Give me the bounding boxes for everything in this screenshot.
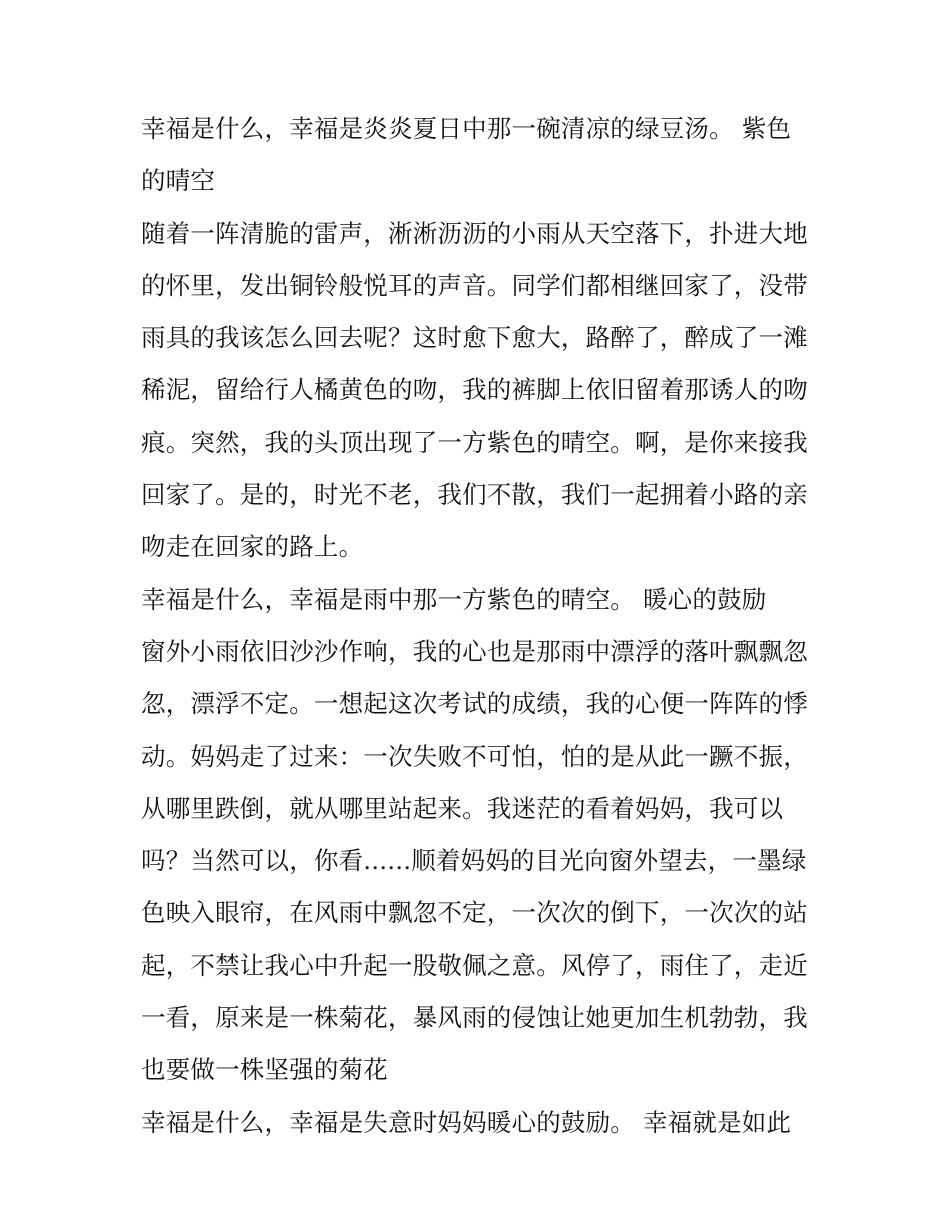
text-line: 的晴空: [141, 166, 216, 196]
text-line: 也要做一株坚强的菊花: [141, 1055, 388, 1085]
text-line: 幸福是什么，幸福是失意时妈妈暖心的鼓励。 幸福就是如此: [141, 1107, 792, 1137]
text-line: 的怀里，发出铜铃般悦耳的声音。同学们都相继回家了，没带: [141, 270, 808, 300]
text-line: 回家了。是的，时光不老，我们不散，我们一起拥着小路的亲: [141, 480, 808, 510]
text-line: 随着一阵清脆的雷声，淅淅沥沥的小雨从天空落下，扑进大地: [141, 218, 808, 248]
text-line: 色映入眼帘，在风雨中飘忽不定，一次次的倒下，一次次的站: [141, 898, 808, 928]
text-line: 稀泥，留给行人橘黄色的吻，我的裤脚上依旧留着那诱人的吻: [141, 375, 808, 405]
text-line: 吗？当然可以，你看......顺着妈妈的目光向窗外望去，一墨绿: [141, 846, 807, 876]
text-line: 雨具的我该怎么回去呢？这时愈下愈大，路醉了，醉成了一滩: [141, 323, 808, 353]
text-line: 一看，原来是一株菊花，暴风雨的侵蚀让她更加生机勃勃，我: [141, 1003, 808, 1033]
text-line: 从哪里跌倒，就从哪里站起来。我迷茫的看着妈妈，我可以: [141, 793, 784, 823]
document-body: [141, 103, 813, 1149]
text-line: 幸福是什么，幸福是炎炎夏日中那一碗清凉的绿豆汤。 紫色: [141, 114, 792, 143]
text-line: 吻走在回家的路上。: [141, 532, 364, 562]
text-line: 动。妈妈走了过来：一次失败不可怕，怕的是从此一蹶不振，: [141, 741, 808, 771]
text-line: 幸福是什么，幸福是雨中那一方紫色的晴空。 暖心的鼓励: [141, 584, 767, 614]
text-line: 起，不禁让我心中升起一股敬佩之意。风停了，雨住了，走近: [141, 950, 808, 980]
text-line: 忽，漂浮不定。一想起这次考试的成绩，我的心便一阵阵的悸: [141, 689, 808, 719]
text-line: 痕。突然，我的头顶出现了一方紫色的晴空。啊，是你来接我: [141, 427, 808, 457]
text-line: 窗外小雨依旧沙沙作响，我的心也是那雨中漂浮的落叶飘飘忽: [141, 636, 808, 666]
